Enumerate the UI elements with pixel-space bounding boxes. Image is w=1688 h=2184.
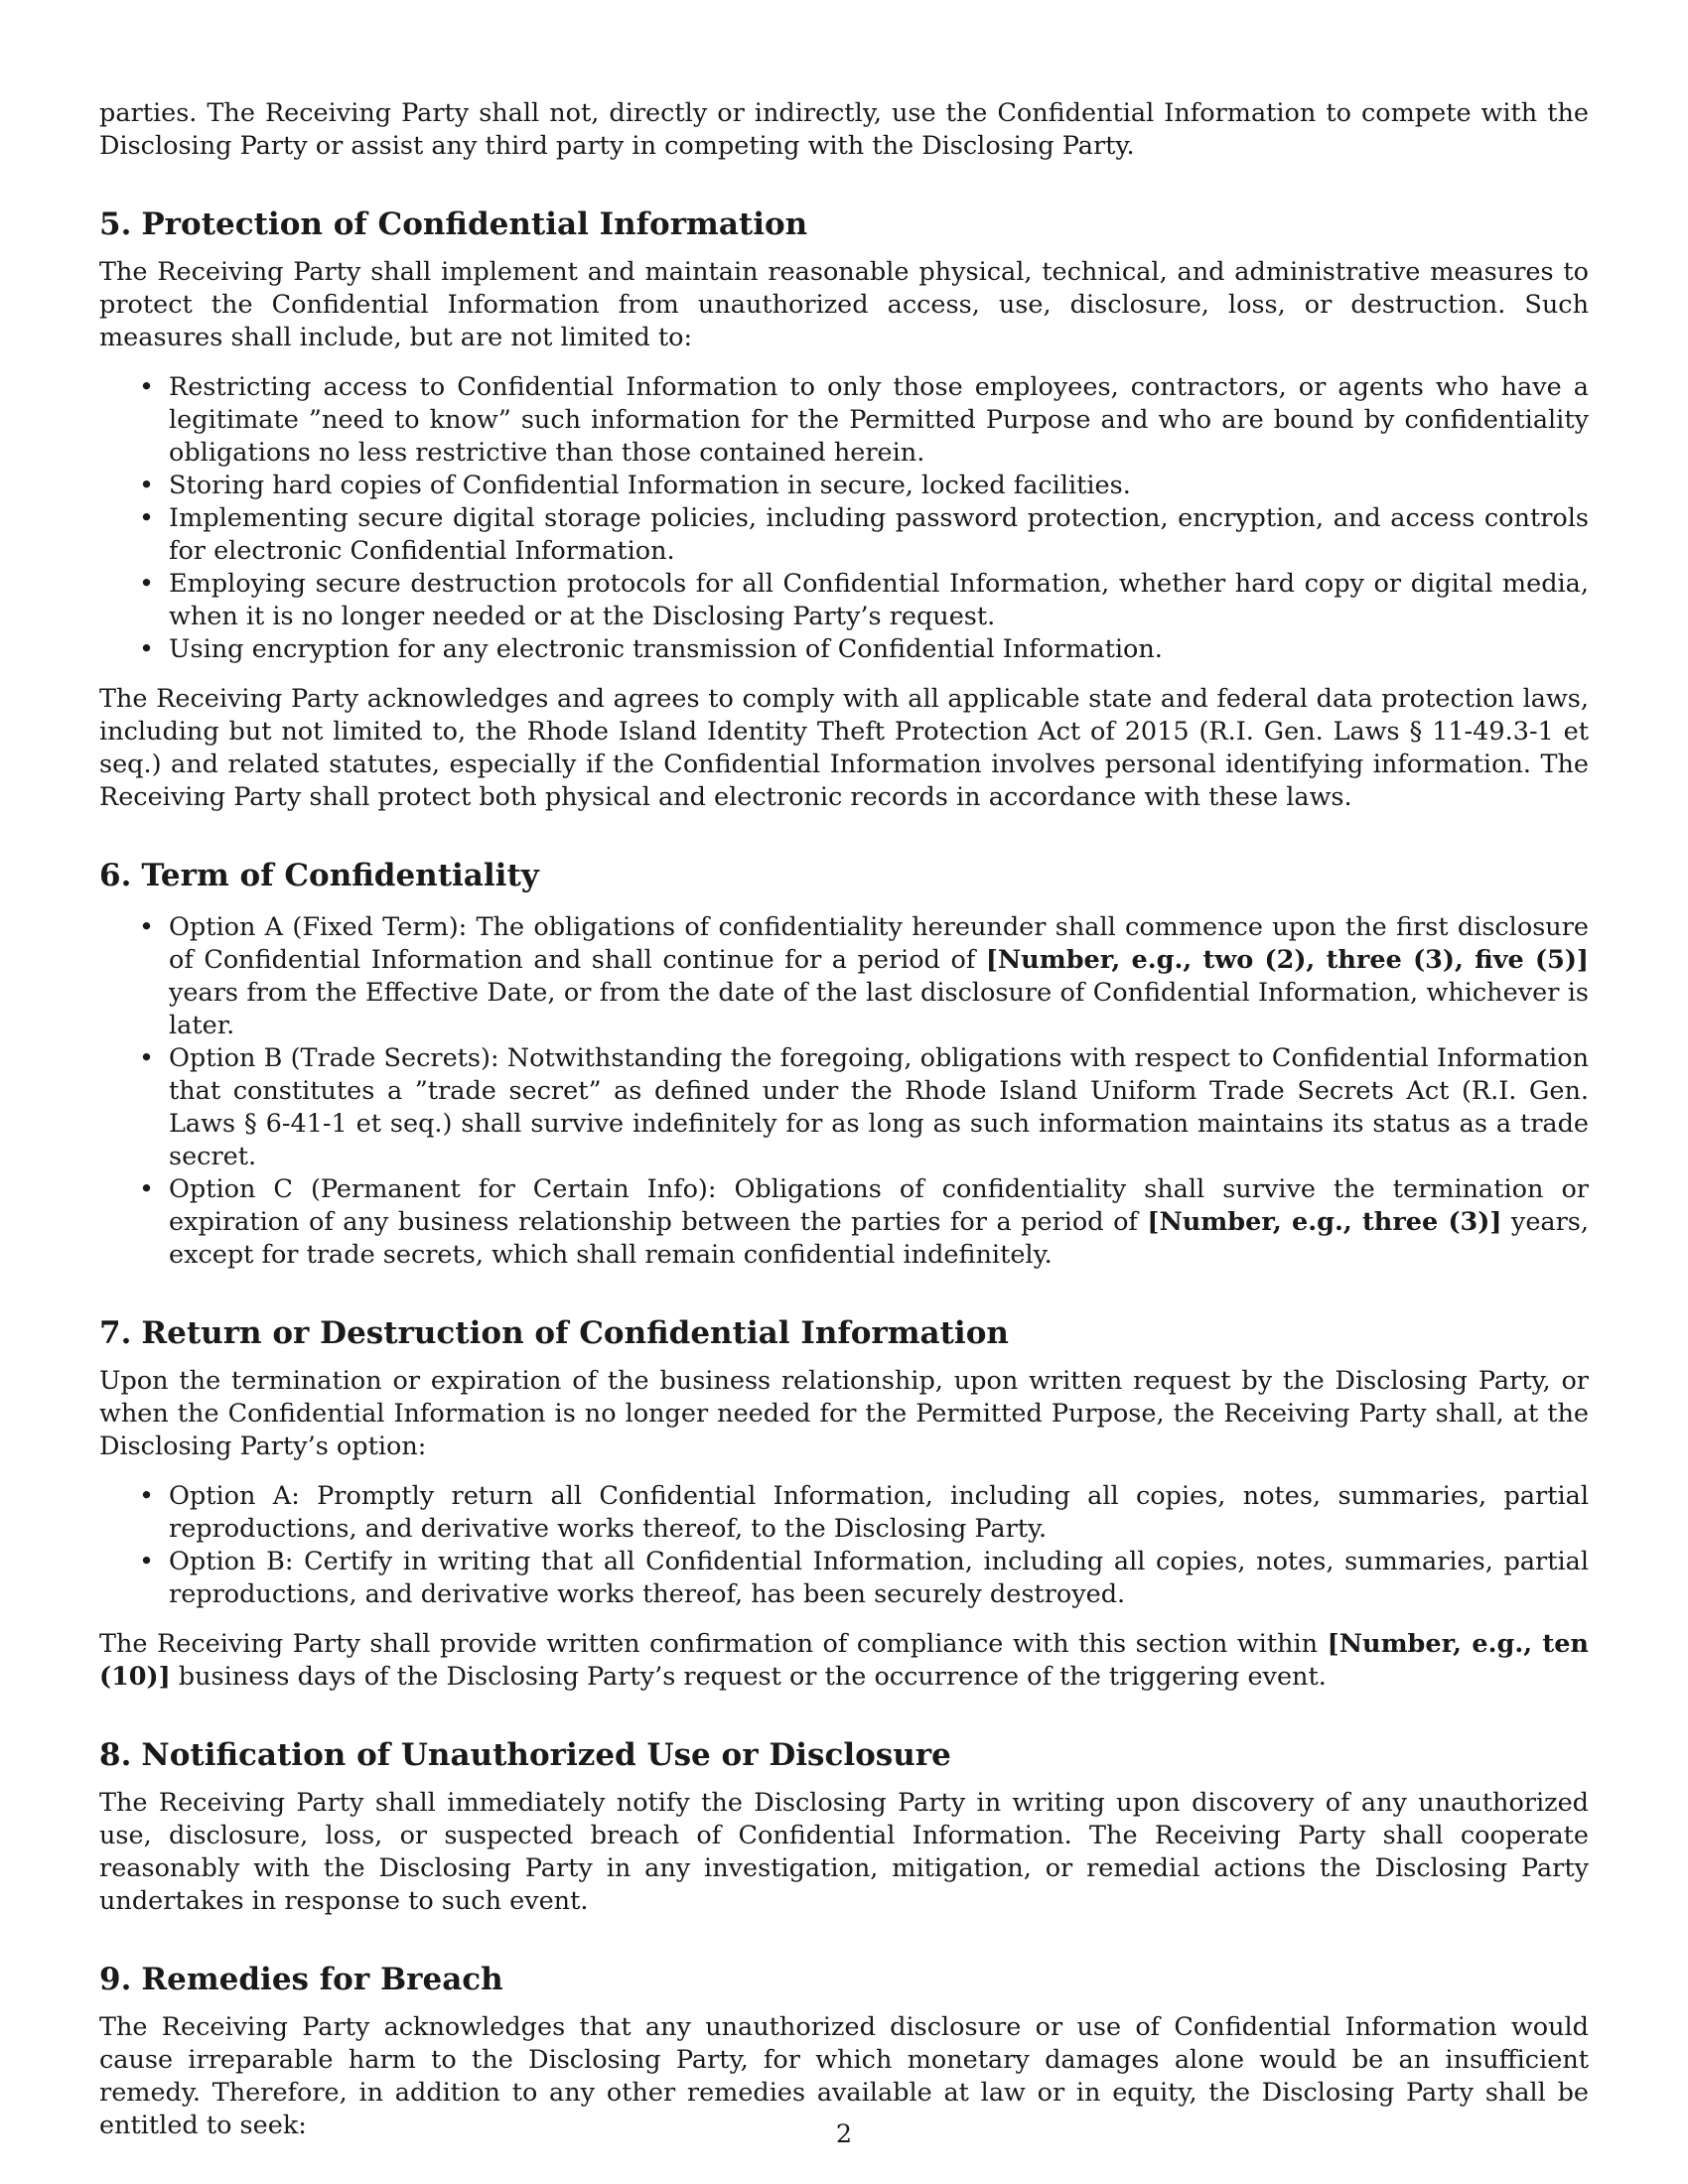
- section-5-title: Protection of Confidential Information: [141, 206, 808, 242]
- section-6-option-a: [99, 911, 1589, 1042]
- section-8-paragraph-1: The Receiving Party shall immediately notify the Disclosing Party in writing upon discovery of any unauthorized use, disclosure, loss, or suspected breach of Confidential Information. The Receiving Party shall cooperate reasonably with the Disclosing Party in any investigation, mitigation, or remedial actions the Disclosing Party undertakes in response to such event.: [99, 1788, 1589, 1916]
- section-8-heading: [99, 1736, 1589, 1774]
- section-6-bullet-list: [99, 911, 1589, 1272]
- section-5-paragraph-1: The Receiving Party shall implement and maintain reasonable physical, technical, and administrative measures to protect the Confidential Information from unauthorized access, use, disclosure, loss, or destruction. Such measures shall include, but are not limited to:: [99, 257, 1589, 352]
- section-5-paragraph-2: The Receiving Party acknowledges and agrees to comply with all applicable state and federal data protection laws, including but not limited to, the Rhode Island Identity Theft Protection Act of 2015 (R.I. Gen. Laws § 11-49.3-1 et seq.) and related statutes, especially if the Confidential Information involves personal identifying information. The Receiving Party shall protect both physical and electronic records in accordance with these laws.: [99, 684, 1589, 812]
- section-7-paragraph-1: Upon the termination or expiration of the business relationship, upon written request by the Disclosing Party, or when the Confidential Information is no longer needed for the Permitted Purpose, the Receiving Party shall, at the Disclosing Party’s option:: [99, 1366, 1589, 1461]
- section-7-para-2-text: The Receiving Party shall provide written confirmation of compliance with this section within: [99, 1629, 1328, 1659]
- option-a-placeholder: [Number, e.g., two (2), three (3), five (5)]: [985, 945, 1589, 975]
- section-7-para-2-text-end: business days of the Disclosing Party’s request or the occurrence of the triggering event.: [170, 1662, 1327, 1692]
- section-6-heading: [99, 857, 1589, 894]
- section-6-title: Term of Confidentiality: [141, 858, 539, 893]
- section-5-bullet-1: • Restricting access to Confidential Information to only those employees, contractors, or agents who have a legitimate ”need to know” such information for the Permitted Purpose and who are bound by confidentiality obligations no less restrictive than those contained herein.: [99, 371, 1589, 470]
- section-7-bullet-list: [99, 1480, 1589, 1611]
- option-a-text: Option A (Fixed Term): The obligations of confidentiality hereunder shall commence upon the first disclosure of Confidential Information and shall continue for a period of: [169, 912, 1589, 975]
- section-5-bullet-3: • Implementing secure digital storage policies, including password protection, encryption, and access controls for electronic Confidential Information.: [99, 502, 1589, 568]
- section-5-bullet-4: • Employing secure destruction protocols for all Confidential Information, whether hard copy or digital media, when it is no longer needed or at the Disclosing Party’s request.: [99, 568, 1589, 633]
- section-5-bullet-list: [99, 371, 1589, 666]
- section-7-bullet-1: • Option A: Promptly return all Confidential Information, including all copies, notes, summaries, partial reproductions, and derivative works thereof, to the Disclosing Party.: [99, 1480, 1589, 1546]
- section-6-number: 6.: [99, 858, 132, 893]
- section-8-title: Notification of Unauthorized Use or Disclosure: [141, 1737, 951, 1773]
- option-c-text-end: years, except for trade secrets, which shall remain confidential indefinitely.: [169, 1207, 1590, 1270]
- option-c-text: Option C (Permanent for Certain Info): Obligations of confidentiality shall survive the termination or expiration of any business relationship between the parties for a period of: [169, 1174, 1589, 1237]
- section-7-heading: [99, 1314, 1589, 1352]
- section-7-paragraph-2: [99, 1628, 1589, 1694]
- section-5-bullet-2: • Storing hard copies of Confidential Information in secure, locked facilities.: [99, 470, 1589, 502]
- section-5-bullet-5: • Using encryption for any electronic transmission of Confidential Information.: [99, 633, 1589, 666]
- section-7-number: 7.: [99, 1315, 132, 1351]
- section-7-bullet-2: • Option B: Certify in writing that all Confidential Information, including all copies, notes, summaries, partial reproductions, and derivative works thereof, has been securely destroyed.: [99, 1546, 1589, 1611]
- intro-paragraph: parties. The Receiving Party shall not, directly or indirectly, use the Confidential Information to compete with the Disclosing Party or assist any third party in competing with the Disclosing Party.: [99, 98, 1589, 161]
- section-7-placeholder: [Number, e.g., ten (10)]: [99, 1629, 1589, 1692]
- section-5-number: 5.: [99, 206, 132, 242]
- section-9-paragraph-1: The Receiving Party acknowledges that any unauthorized disclosure or use of Confidential Information would cause irreparable harm to the Disclosing Party, for which monetary damages alone would be an insufficient remedy. Therefore, in addition to any other remedies available at law or in equity, the Disclosing Party shall be entitled to seek:: [99, 2012, 1589, 2140]
- section-7-title: Return or Destruction of Confidential Information: [141, 1315, 1009, 1351]
- section-6-option-c: [99, 1173, 1589, 1272]
- section-9-heading: [99, 1961, 1589, 1998]
- option-c-placeholder: [Number, e.g., three (3)]: [1147, 1207, 1502, 1237]
- section-6-option-b: • Option B (Trade Secrets): Notwithstanding the foregoing, obligations with respect to Confidential Information that constitutes a ”trade secret” as defined under the Rhode Island Uniform Trade Secrets Act (R.I. Gen. Laws § 6-41-1 et seq.) shall survive indefinitely for as long as such information maintains its status as a trade secret.: [99, 1042, 1589, 1173]
- section-5-heading: [99, 205, 1589, 243]
- section-9-title: Remedies for Breach: [141, 1962, 503, 1997]
- section-9-number: 9.: [99, 1962, 132, 1997]
- section-8-number: 8.: [99, 1737, 132, 1773]
- page-number: 2: [835, 2119, 853, 2149]
- option-a-text-end: years from the Effective Date, or from the date of the last disclosure of Confidential Information, whichever is later.: [169, 978, 1589, 1040]
- document-page: [99, 97, 1589, 2142]
